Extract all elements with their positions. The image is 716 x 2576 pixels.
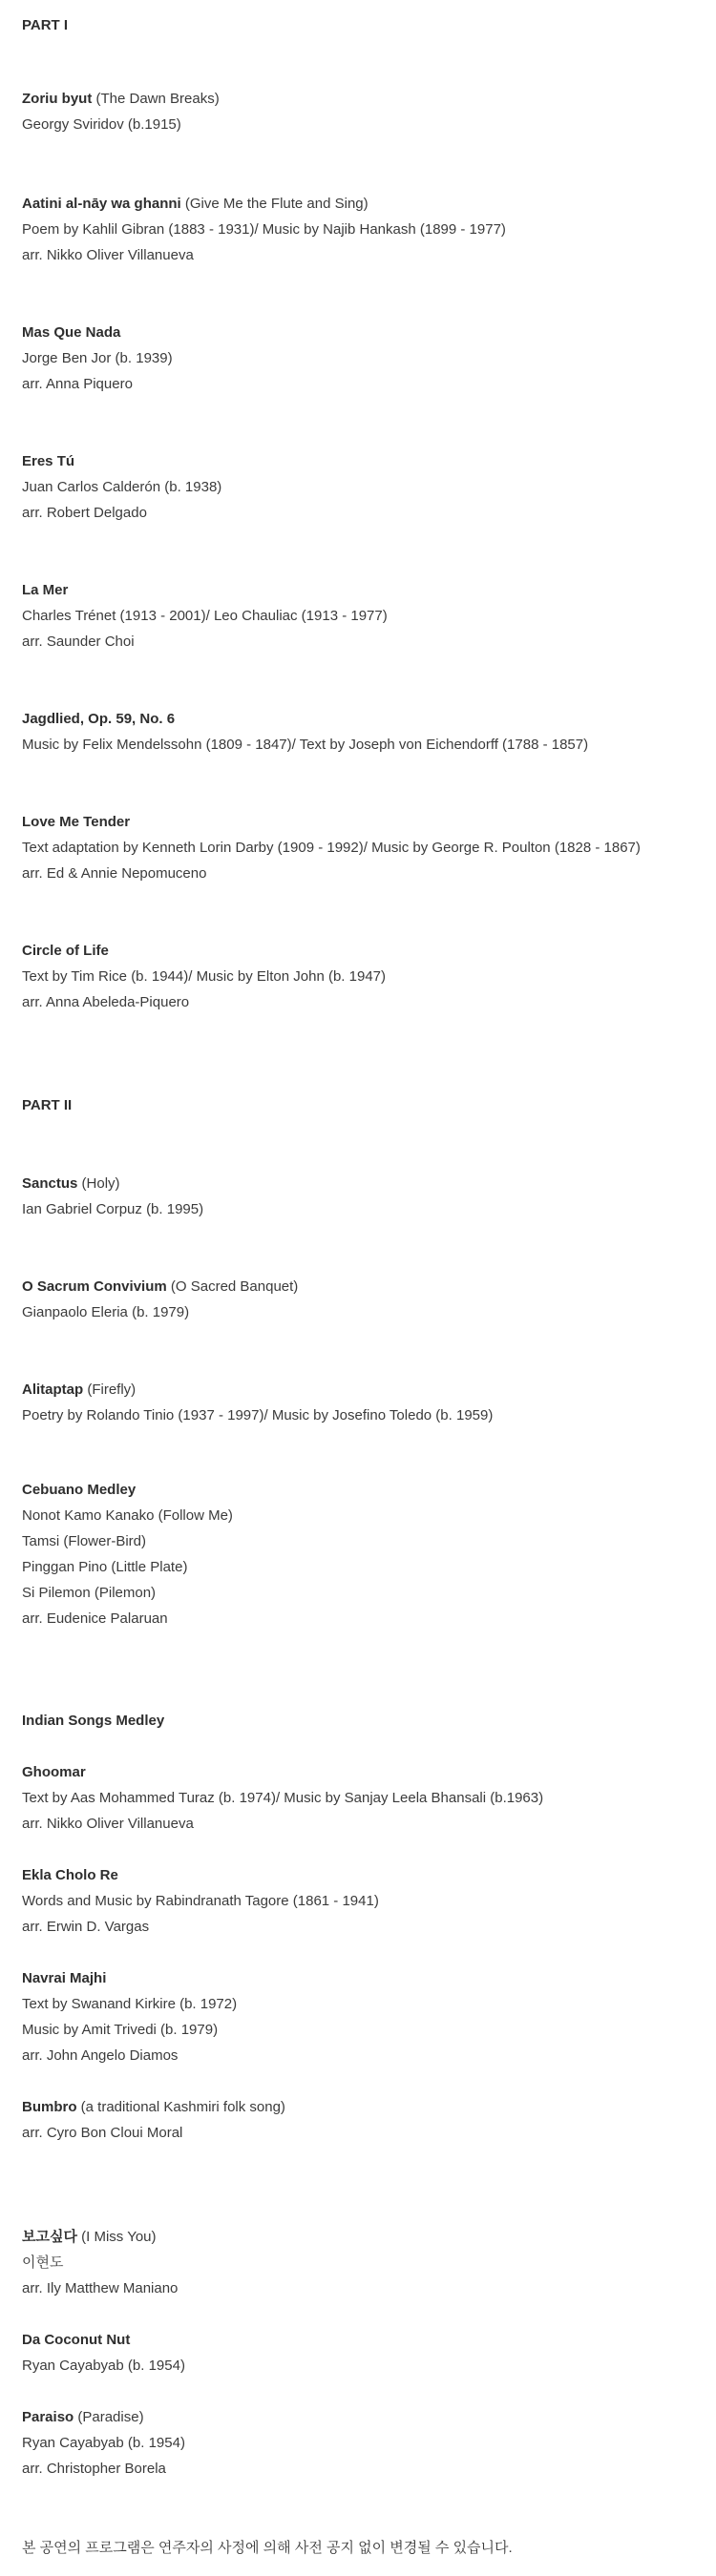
work-title: Circle of Life <box>22 943 109 959</box>
work-subtitle: (Give Me the Flute and Sing) <box>184 196 369 212</box>
work-credit-line: Gianpaolo Eleria (b. 1979) <box>22 1304 190 1320</box>
work-title: Paraiso <box>22 2409 74 2425</box>
footnote-text: 본 공연의 프로그램은 연주자의 사정에 의해 사전 공지 없이 변경될 수 있습니다. <box>22 2540 513 2556</box>
work-credit-line: arr. Saunder Choi <box>22 634 135 650</box>
work-title-line <box>22 1175 120 1193</box>
work-credit-line: Tamsi (Flower-Bird) <box>22 1533 147 1549</box>
work-title-line <box>22 91 220 108</box>
work-subtitle: (The Dawn Breaks) <box>95 91 220 107</box>
work-credit-line: Ryan Cayabyab (b. 1954) <box>22 2435 185 2451</box>
work-title: O Sacrum Convivium <box>22 1278 167 1295</box>
work-title: Bumbro <box>22 2099 77 2115</box>
work-subtitle: (Holy) <box>81 1175 120 1192</box>
work-credit-line: Text by Swanand Kirkire (b. 1972) <box>22 1996 238 2012</box>
work-title: La Mer <box>22 582 69 598</box>
work-credit-line: Charles Trénet (1913 - 2001)/ Leo Chauliac (1913 - 1977) <box>22 608 388 624</box>
work-title-line <box>22 196 369 213</box>
work-title-line <box>22 2099 285 2116</box>
work-credit-line: arr. Robert Delgado <box>22 505 147 521</box>
work-subtitle: (a traditional Kashmiri folk song) <box>80 2099 285 2115</box>
work-title-line <box>22 453 74 470</box>
work-credit-line: Jorge Ben Jor (b. 1939) <box>22 350 173 366</box>
work-title-line <box>22 1764 86 1781</box>
work-credit-line: Text by Tim Rice (b. 1944)/ Music by Elton John (b. 1947) <box>22 968 386 985</box>
work-title: Navrai Majhi <box>22 1970 107 1986</box>
work-title: Love Me Tender <box>22 814 131 830</box>
work-title-line <box>22 1867 118 1884</box>
work-title-line <box>22 2332 130 2349</box>
work-title-line <box>22 2229 157 2246</box>
work-title-line <box>22 1970 106 1987</box>
work-title: Aatini al-nāy wa ghanni <box>22 196 181 212</box>
work-credit-line: Text by Aas Mohammed Turaz (b. 1974)/ Music by Sanjay Leela Bhansali (b.1963) <box>22 1790 544 1806</box>
work-subtitle: (O Sacred Banquet) <box>170 1278 299 1295</box>
work-title: Alitaptap <box>22 1381 84 1398</box>
work-credit-line: arr. Cyro Bon Cloui Moral <box>22 2125 183 2141</box>
work-credit-line: Text adaptation by Kenneth Lorin Darby (1909 - 1992)/ Music by George R. Poulton (1828 - 1867) <box>22 840 641 856</box>
work-title-line <box>22 943 109 960</box>
work-credit-line: Si Pilemon (Pilemon) <box>22 1585 157 1601</box>
work-subtitle: (I Miss You) <box>81 2229 157 2245</box>
work-credit-line: Music by Amit Trivedi (b. 1979) <box>22 2022 219 2038</box>
part-heading-text: PART II <box>22 1097 73 1113</box>
work-credit-line: Music by Felix Mendelssohn (1809 - 1847)/ Text by Joseph von Eichendorff (1788 - 1857) <box>22 737 589 753</box>
work-title: Zoriu byut <box>22 91 93 107</box>
work-credit-line: arr. Anna Abeleda-Piquero <box>22 994 190 1010</box>
work-title: Da Coconut Nut <box>22 2332 131 2348</box>
work-credit-line: Pinggan Pino (Little Plate) <box>22 1559 188 1575</box>
work-credit-line: arr. John Angelo Diamos <box>22 2047 179 2064</box>
work-credit-line: Words and Music by Rabindranath Tagore (1861 - 1941) <box>22 1893 379 1909</box>
work-subtitle: (Firefly) <box>87 1381 137 1398</box>
work-credit-line: arr. Christopher Borela <box>22 2461 166 2477</box>
work-title-line <box>22 582 68 599</box>
work-title: Indian Songs Medley <box>22 1713 165 1729</box>
work-title: 보고싶다 <box>22 2229 77 2245</box>
work-credit-line: Ryan Cayabyab (b. 1954) <box>22 2358 185 2374</box>
work-title-line <box>22 814 130 831</box>
work-credit-line: arr. Anna Piquero <box>22 376 133 392</box>
work-title-line <box>22 1278 298 1296</box>
work-credit-line: arr. Nikko Oliver Villanueva <box>22 1816 194 1832</box>
work-title-line <box>22 324 120 342</box>
work-title: Ekla Cholo Re <box>22 1867 118 1883</box>
work-title-line <box>22 1381 136 1399</box>
work-title-line <box>22 2409 144 2426</box>
work-credit-line: Georgy Sviridov (b.1915) <box>22 116 181 133</box>
work-title-line <box>22 1482 136 1499</box>
work-title: Sanctus <box>22 1175 78 1192</box>
work-credit-line: arr. Ed & Annie Nepomuceno <box>22 865 207 882</box>
work-title: Cebuano Medley <box>22 1482 137 1498</box>
work-title: Mas Que Nada <box>22 324 121 341</box>
work-subtitle: (Paradise) <box>77 2409 144 2425</box>
work-title: Ghoomar <box>22 1764 86 1780</box>
part-heading-text: PART I <box>22 17 69 33</box>
work-credit-line: arr. Erwin D. Vargas <box>22 1919 150 1935</box>
work-credit-line: arr. Eudenice Palaruan <box>22 1610 168 1627</box>
work-credit-line: Poem by Kahlil Gibran (1883 - 1931)/ Music by Najib Hankash (1899 - 1977) <box>22 221 506 238</box>
work-title-line <box>22 711 175 728</box>
work-title-line <box>22 1713 164 1730</box>
work-credit-line: 이현도 <box>22 2254 64 2271</box>
work-credit-line: Nonot Kamo Kanako (Follow Me) <box>22 1507 233 1524</box>
work-credit-line: arr. Nikko Oliver Villanueva <box>22 247 194 263</box>
work-title: Eres Tú <box>22 453 75 469</box>
work-credit-line: Poetry by Rolando Tinio (1937 - 1997)/ Music by Josefino Toledo (b. 1959) <box>22 1407 494 1423</box>
work-credit-line: Ian Gabriel Corpuz (b. 1995) <box>22 1201 204 1217</box>
work-credit-line: Juan Carlos Calderón (b. 1938) <box>22 479 222 495</box>
work-title: Jagdlied, Op. 59, No. 6 <box>22 711 176 727</box>
work-credit-line: arr. Ily Matthew Maniano <box>22 2280 179 2296</box>
